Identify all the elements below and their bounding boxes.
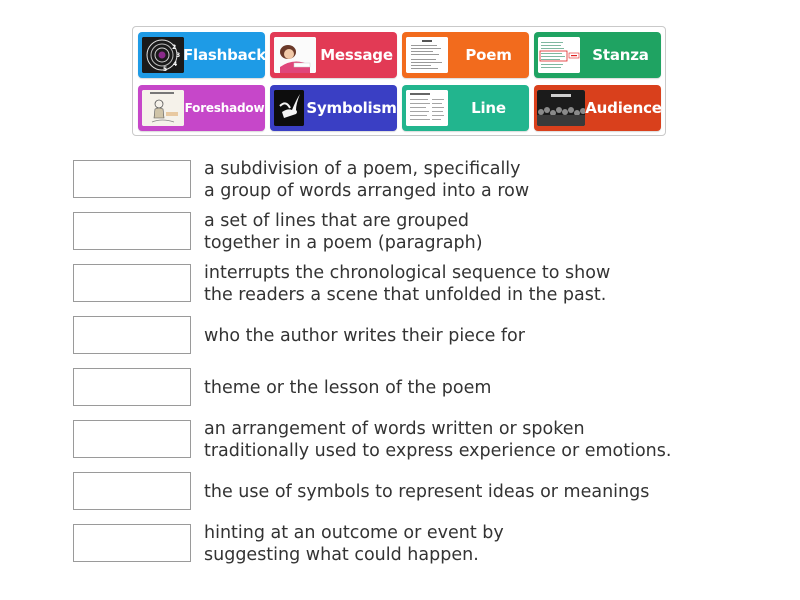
girl-writing-icon [274,37,316,73]
definition-line-1: theme or the lesson of the poem [204,378,492,398]
definition-line-1: an arrangement of words written or spoken [204,419,585,439]
definition-line-1: who the author writes their piece for [204,326,525,346]
tile-label: Poem [465,46,512,64]
definition-line-2: suggesting what could happen. [204,545,479,565]
tile-line[interactable] [402,85,529,131]
definition-text [204,160,724,200]
definition-text [204,368,724,408]
drop-zone[interactable] [73,160,191,198]
drop-zone[interactable] [73,420,191,458]
definition-line-1: the use of symbols to represent ideas or meanings [204,482,650,502]
lined-document-icon [406,90,448,126]
drop-zone[interactable] [73,524,191,562]
drop-zone[interactable] [73,368,191,406]
definition-line-2: a group of words arranged into a row [204,181,530,201]
tile-symbolism[interactable] [270,85,397,131]
definition-line-1: interrupts the chronological sequence to show [204,263,611,283]
definition-line-2: together in a poem (paragraph) [204,233,483,253]
tile-message[interactable] [270,32,397,78]
svg-text:3: 3 [176,52,181,59]
crowd-icon [537,90,585,126]
tile-audience[interactable] [534,85,661,131]
svg-text:5: 5 [163,66,168,73]
tile-stanza[interactable] [534,32,661,78]
definition-text [204,264,724,304]
definition-line-2: traditionally used to express experience or emotions. [204,441,672,461]
drop-zone[interactable] [73,472,191,510]
definition-text [204,212,724,252]
tile-label: Line [471,99,506,117]
tile-foreshadow[interactable] [138,85,265,131]
tile-flashback[interactable] [138,32,265,78]
definition-line-1: a subdivision of a poem, specifically [204,159,521,179]
tile-label: Symbolism [306,99,397,117]
clock-spiral-icon [142,37,184,73]
dove-icon [274,90,304,126]
svg-text:2: 2 [172,44,177,51]
drop-zone[interactable] [73,264,191,302]
definition-text [204,524,724,564]
tile-label: Audience [585,99,662,117]
definition-text [204,472,724,512]
tile-label: Flashback [182,46,267,64]
definition-line-2: the readers a scene that unfolded in the past. [204,285,607,305]
definition-text [204,316,724,356]
word-bank [132,26,666,136]
drop-zone[interactable] [73,212,191,250]
drop-zone[interactable] [73,316,191,354]
sketch-figure-icon [142,90,184,126]
tile-poem[interactable] [402,32,529,78]
tile-label: Stanza [592,46,649,64]
stanza-diagram-icon [538,37,580,73]
poem-page-icon [406,37,448,73]
definition-text [204,420,724,460]
definition-line-1: hinting at an outcome or event by [204,523,504,543]
svg-text:4: 4 [173,61,178,68]
tile-label: Message [320,46,393,64]
definition-line-1: a set of lines that are grouped [204,211,469,231]
tile-label: Foreshadow [184,101,265,115]
